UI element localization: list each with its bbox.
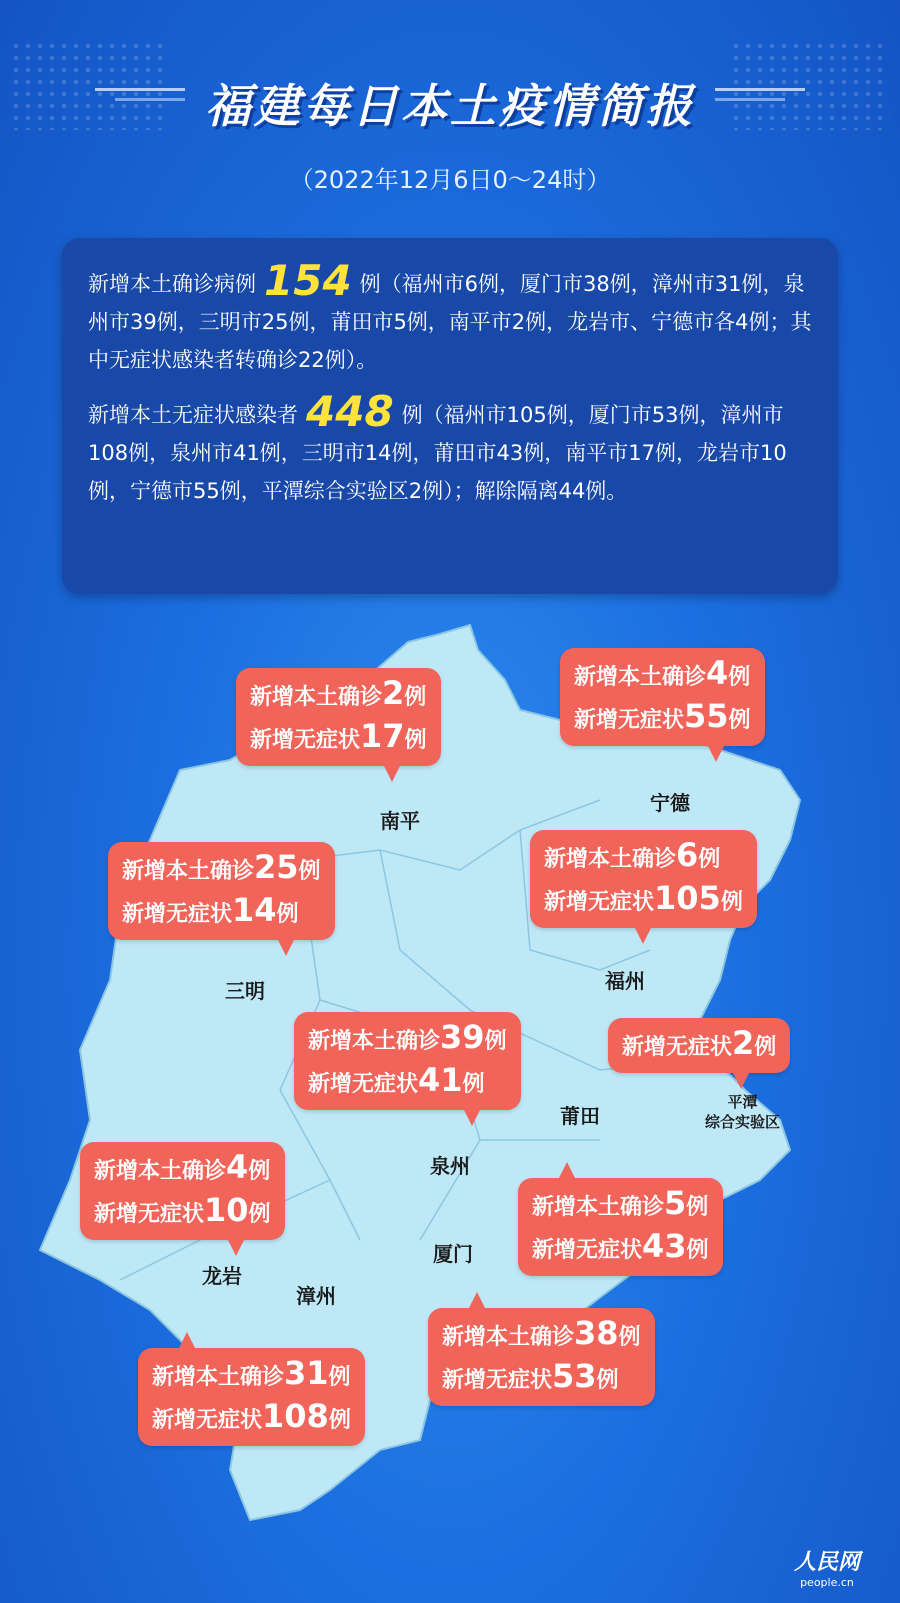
- summary-asymptomatic: [88, 387, 812, 510]
- asym-label: 新增无症状: [122, 902, 233, 927]
- bubble-row-confirmed: [442, 1314, 641, 1357]
- bubble-ningde: [560, 648, 765, 746]
- bubble-row-confirmed: [532, 1184, 709, 1227]
- asym-label: 新增无症状: [442, 1368, 553, 1393]
- people-cn-logo: [794, 1545, 860, 1589]
- unit: 例: [248, 1202, 271, 1227]
- confirmed-count: 5: [664, 1184, 687, 1222]
- confirmed-count: 6: [676, 836, 699, 874]
- confirmed-label: 新增本土确诊: [308, 1029, 441, 1054]
- bubble-xiamen: [428, 1308, 655, 1406]
- bubble-row-confirmed: [122, 848, 321, 891]
- logo-main-text: 人民网: [793, 1550, 860, 1575]
- unit: 例: [328, 1365, 351, 1390]
- asym-label: 新增无症状: [250, 728, 361, 753]
- asym-label: 新增无症状: [532, 1238, 643, 1263]
- bubble-row-asym: [308, 1061, 507, 1104]
- bubble-zhangzhou: [138, 1348, 365, 1446]
- unit: 例: [404, 685, 427, 710]
- asym-count: 10: [204, 1191, 249, 1229]
- unit: 例: [404, 728, 427, 753]
- city-label-putian: 莆田: [560, 1104, 600, 1128]
- city-label-sanming: 三明: [225, 979, 265, 1003]
- bubble-quanzhou: [294, 1012, 521, 1110]
- confirmed-count: 31: [284, 1354, 329, 1392]
- confirmed-label: 新增本土确诊: [574, 665, 707, 690]
- bubble-putian: [518, 1178, 723, 1276]
- bubble-row-asym: [250, 717, 427, 760]
- bubble-row-asym: [622, 1024, 776, 1067]
- unit: 例: [728, 665, 751, 690]
- city-label-fuzhou: 福州: [605, 969, 645, 993]
- bubble-row-confirmed: [574, 654, 751, 697]
- bubble-sanming: [108, 842, 335, 940]
- asym-label: 新增无症状: [308, 1072, 419, 1097]
- summary-confirmed-label: 新增本土确诊病例: [88, 272, 256, 296]
- unit: 例: [328, 1408, 351, 1433]
- city-label-xiamen: 厦门: [433, 1242, 473, 1266]
- asym-count: 55: [684, 697, 729, 735]
- confirmed-count: 4: [706, 654, 729, 692]
- bubble-row-confirmed: [250, 674, 427, 717]
- confirmed-label: 新增本土确诊: [94, 1159, 227, 1184]
- confirmed-count: 2: [382, 674, 405, 712]
- asym-count: 53: [552, 1357, 597, 1395]
- unit: 例: [618, 1325, 641, 1350]
- bubble-row-confirmed: [94, 1148, 271, 1191]
- summary-asym-number: 448: [306, 387, 394, 436]
- bubble-row-asym: [152, 1397, 351, 1440]
- summary-confirmed-number: 154: [264, 256, 352, 305]
- city-label-longyan: 龙岩: [202, 1264, 242, 1288]
- bubble-row-confirmed: [152, 1354, 351, 1397]
- logo-sub-text: people.cn: [800, 1576, 854, 1589]
- confirmed-count: 39: [440, 1018, 485, 1056]
- bubble-row-confirmed: [544, 836, 743, 879]
- summary-confirmed: [88, 256, 812, 379]
- bubble-row-asym: [574, 697, 751, 740]
- confirmed-label: 新增本土确诊: [544, 847, 677, 872]
- bubble-row-asym: [544, 879, 743, 922]
- bubble-row-asym: [442, 1357, 641, 1400]
- city-label-pingtan-line2: 综合实验区: [705, 1113, 781, 1131]
- bubble-nanping: [236, 668, 441, 766]
- confirmed-label: 新增本土确诊: [250, 685, 383, 710]
- summary-panel: [62, 238, 838, 594]
- confirmed-count: 25: [254, 848, 299, 886]
- confirmed-count: 38: [574, 1314, 619, 1352]
- asym-label: 新增无症状: [152, 1408, 263, 1433]
- page-title: 福建每日本土疫情简报: [205, 79, 695, 133]
- confirmed-label: 新增本土确诊: [152, 1365, 285, 1390]
- asym-count: 2: [732, 1024, 755, 1062]
- summary-confirmed-detail: 例（福州市6例，厦门市38例，漳州市31例，泉州市39例，三明市25例，莆田市5例，南平市2例，龙岩市、宁德市各4例；其中无症状感染者转确诊22例）。: [88, 272, 812, 372]
- report-date: （2022年12月6日0～24时）: [289, 166, 611, 194]
- asym-label: 新增无症状: [622, 1035, 733, 1060]
- asym-count: 108: [262, 1397, 329, 1435]
- asym-count: 105: [654, 879, 721, 917]
- unit: 例: [720, 890, 743, 915]
- asym-label: 新增无症状: [574, 708, 685, 733]
- city-label-zhangzhou: 漳州: [296, 1284, 336, 1308]
- asym-count: 41: [418, 1061, 463, 1099]
- unit: 例: [754, 1035, 777, 1060]
- asym-count: 17: [360, 717, 405, 755]
- unit: 例: [248, 1159, 271, 1184]
- unit: 例: [596, 1368, 619, 1393]
- bubble-row-asym: [532, 1227, 709, 1270]
- summary-asym-detail: 例（福州市105例，厦门市53例，漳州市108例，泉州市41例，三明市14例，莆田市43例，南平市17例，龙岩市10例，宁德市55例，平潭综合实验区2例）；解除隔离44例。: [88, 403, 787, 503]
- bubble-row-asym: [94, 1191, 271, 1234]
- city-label-nanping: 南平: [380, 809, 420, 833]
- bubble-row-confirmed: [308, 1018, 507, 1061]
- asym-label: 新增无症状: [94, 1202, 205, 1227]
- asym-label: 新增无症状: [544, 890, 655, 915]
- asym-count: 43: [642, 1227, 687, 1265]
- unit: 例: [698, 847, 721, 872]
- confirmed-label: 新增本土确诊: [442, 1325, 575, 1350]
- bubble-longyan: [80, 1142, 285, 1240]
- bubble-row-asym: [122, 891, 321, 934]
- bubble-pingtan: [608, 1018, 790, 1073]
- asym-count: 14: [232, 891, 277, 929]
- bubble-fuzhou: [530, 830, 757, 928]
- unit: 例: [686, 1238, 709, 1263]
- unit: 例: [728, 708, 751, 733]
- confirmed-label: 新增本土确诊: [532, 1195, 665, 1220]
- confirmed-count: 4: [226, 1148, 249, 1186]
- city-label-quanzhou: 泉州: [430, 1154, 470, 1178]
- unit: 例: [276, 902, 299, 927]
- confirmed-label: 新增本土确诊: [122, 859, 255, 884]
- unit: 例: [298, 859, 321, 884]
- unit: 例: [686, 1195, 709, 1220]
- city-label-pingtan: [705, 1092, 780, 1132]
- summary-asym-label: 新增本土无症状感染者: [88, 403, 298, 427]
- fujian-map: [0, 620, 900, 1580]
- unit: 例: [462, 1072, 485, 1097]
- unit: 例: [484, 1029, 507, 1054]
- city-label-pingtan-line1: 平潭: [727, 1093, 758, 1111]
- city-label-ningde: 宁德: [650, 791, 690, 815]
